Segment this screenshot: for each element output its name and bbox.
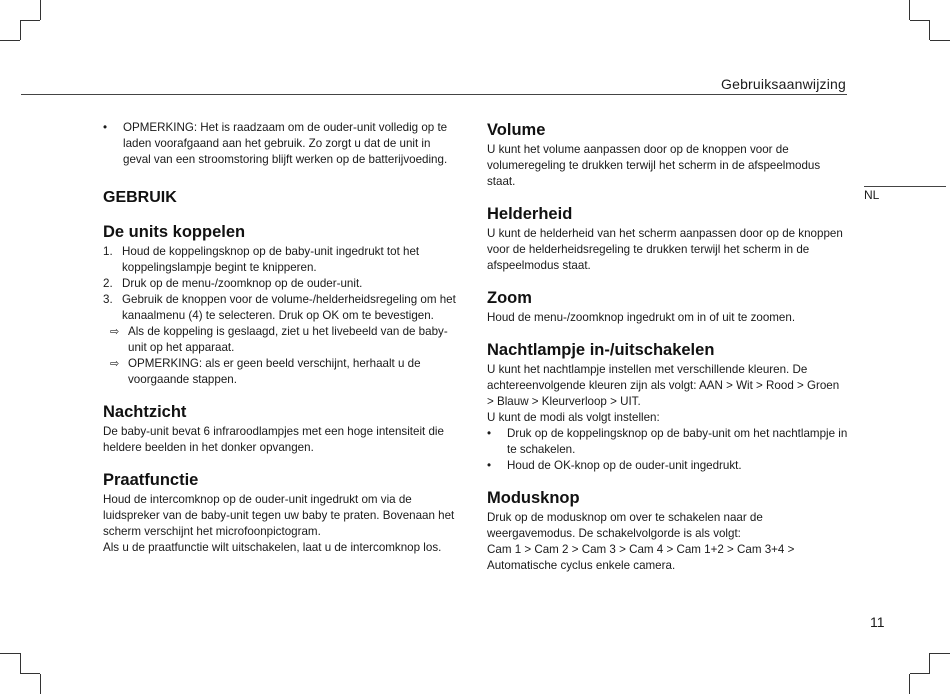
heading-brightness: Helderheid	[487, 205, 573, 223]
nightlight-bullet	[487, 426, 849, 458]
result-text: OPMERKING: als er geen beeld verschijnt, herhaalt u de voorgaande stappen.	[128, 357, 421, 386]
note-item	[103, 120, 461, 168]
step-number: 1.	[103, 245, 113, 258]
brightness-text: U kunt de helderheid van het scherm aanpassen door op de knoppen voor de helderheidsregeling te drukken terwijl het scherm in de afspeelmodus staat.	[487, 227, 843, 272]
step-item	[103, 292, 461, 324]
mode-text: Druk op de modusknop om over te schakelen naar de weergavemodus. De schakelvolgorde is als volgt:	[487, 511, 763, 540]
section-title-gebruik: GEBRUIK	[103, 189, 177, 206]
heading-volume: Volume	[487, 121, 546, 139]
crop-mark	[929, 653, 930, 674]
nightlight-text: U kunt het nachtlampje instellen met verschillende kleuren. De achtereenvolgende kleuren zijn als volgt: AAN > Wit > Rood > Groen > Blauw > Kleurverloop > UIT.	[487, 363, 840, 408]
crop-mark	[930, 653, 950, 654]
night-vision-text: De baby-unit bevat 6 infraroodlampjes met een hoge intensiteit die heldere beelden in het donker opvangen.	[103, 425, 444, 454]
crop-mark	[910, 673, 930, 674]
crop-mark	[0, 653, 20, 654]
step-text: Gebruik de knoppen voor de volume-/helderheidsregeling om het kanaalmenu (4) te selecteren. Druk op OK om te bevestigen.	[122, 293, 456, 322]
result-text: Als de koppeling is geslaagd, ziet u het livebeeld van de baby-unit op het apparaat.	[128, 325, 448, 354]
crop-mark	[910, 20, 930, 21]
result-item	[103, 324, 461, 356]
zoom-text: Houd de menu-/zoomknop ingedrukt om in of uit te zoomen.	[487, 311, 796, 324]
bullet-marker: •	[103, 121, 108, 134]
bullet-marker: •	[487, 459, 492, 472]
bullet-marker: •	[487, 427, 492, 440]
step-number: 3.	[103, 293, 113, 306]
language-tab: NL	[864, 188, 880, 202]
language-tab-divider	[864, 186, 946, 187]
nightlight-modes-intro: U kunt de modi als volgt instellen:	[487, 411, 660, 424]
volume-text: U kunt het volume aanpassen door op de knoppen voor de volumeregeling te drukken terwijl het scherm in de afspeelmodus staat.	[487, 143, 821, 188]
crop-mark	[0, 40, 20, 41]
step-number: 2.	[103, 277, 113, 290]
note-text: OPMERKING: Het is raadzaam om de ouder-unit volledig op te laden voorafgaand aan het gebruik. Zo zorgt u dat de unit in geval van een stroomstoring blijft werken op de batterijvoeding.	[123, 121, 448, 166]
arrow-icon: ⇨	[110, 358, 120, 370]
heading-nightlight: Nachtlampje in-/uitschakelen	[487, 341, 715, 359]
header-divider	[21, 94, 847, 95]
heading-talk: Praatfunctie	[103, 471, 199, 489]
right-column	[487, 120, 849, 574]
crop-mark	[40, 674, 41, 694]
crop-mark	[20, 20, 21, 40]
heading-mode-button: Modusknop	[487, 489, 580, 507]
crop-mark	[909, 674, 910, 694]
crop-mark	[929, 20, 930, 40]
crop-mark	[40, 0, 41, 20]
crop-mark	[909, 0, 910, 20]
step-text: Druk op de menu-/zoomknop op de ouder-unit.	[122, 277, 363, 290]
heading-pairing: De units koppelen	[103, 223, 246, 241]
document-title: Gebruiksaanwijzing	[721, 76, 846, 92]
step-item	[103, 276, 461, 292]
crop-mark	[20, 653, 21, 674]
step-item	[103, 244, 461, 276]
arrow-icon: ⇨	[110, 326, 120, 338]
heading-zoom: Zoom	[487, 289, 532, 307]
page-number: 11	[870, 614, 885, 630]
step-text: Houd de koppelingsknop op de baby-unit ingedrukt tot het koppelingslampje begint te knipperen.	[122, 245, 420, 274]
result-item	[103, 356, 461, 388]
bullet-text: Druk op de koppelingsknop op de baby-unit om het nachtlampje in te schakelen.	[507, 427, 848, 456]
talk-text-release: Als u de praatfunctie wilt uitschakelen, laat u de intercomknop los.	[103, 541, 442, 554]
talk-text: Houd de intercomknop op de ouder-unit ingedrukt om via de luidspreker van de baby-unit tegen uw baby te praten. Bovenaan het scherm verschijnt het microfoonpictogram.	[103, 493, 455, 538]
bullet-text: Houd de OK-knop op de ouder-unit ingedrukt.	[507, 459, 742, 472]
heading-night-vision: Nachtzicht	[103, 403, 187, 421]
nightlight-bullet	[487, 458, 849, 474]
crop-mark	[20, 673, 40, 674]
mode-sequence: Cam 1 > Cam 2 > Cam 3 > Cam 4 > Cam 1+2 > Cam 3+4 > Automatische cyclus enkele camera.	[487, 543, 795, 572]
crop-mark	[20, 20, 40, 21]
left-column	[103, 120, 461, 556]
crop-mark	[930, 40, 950, 41]
